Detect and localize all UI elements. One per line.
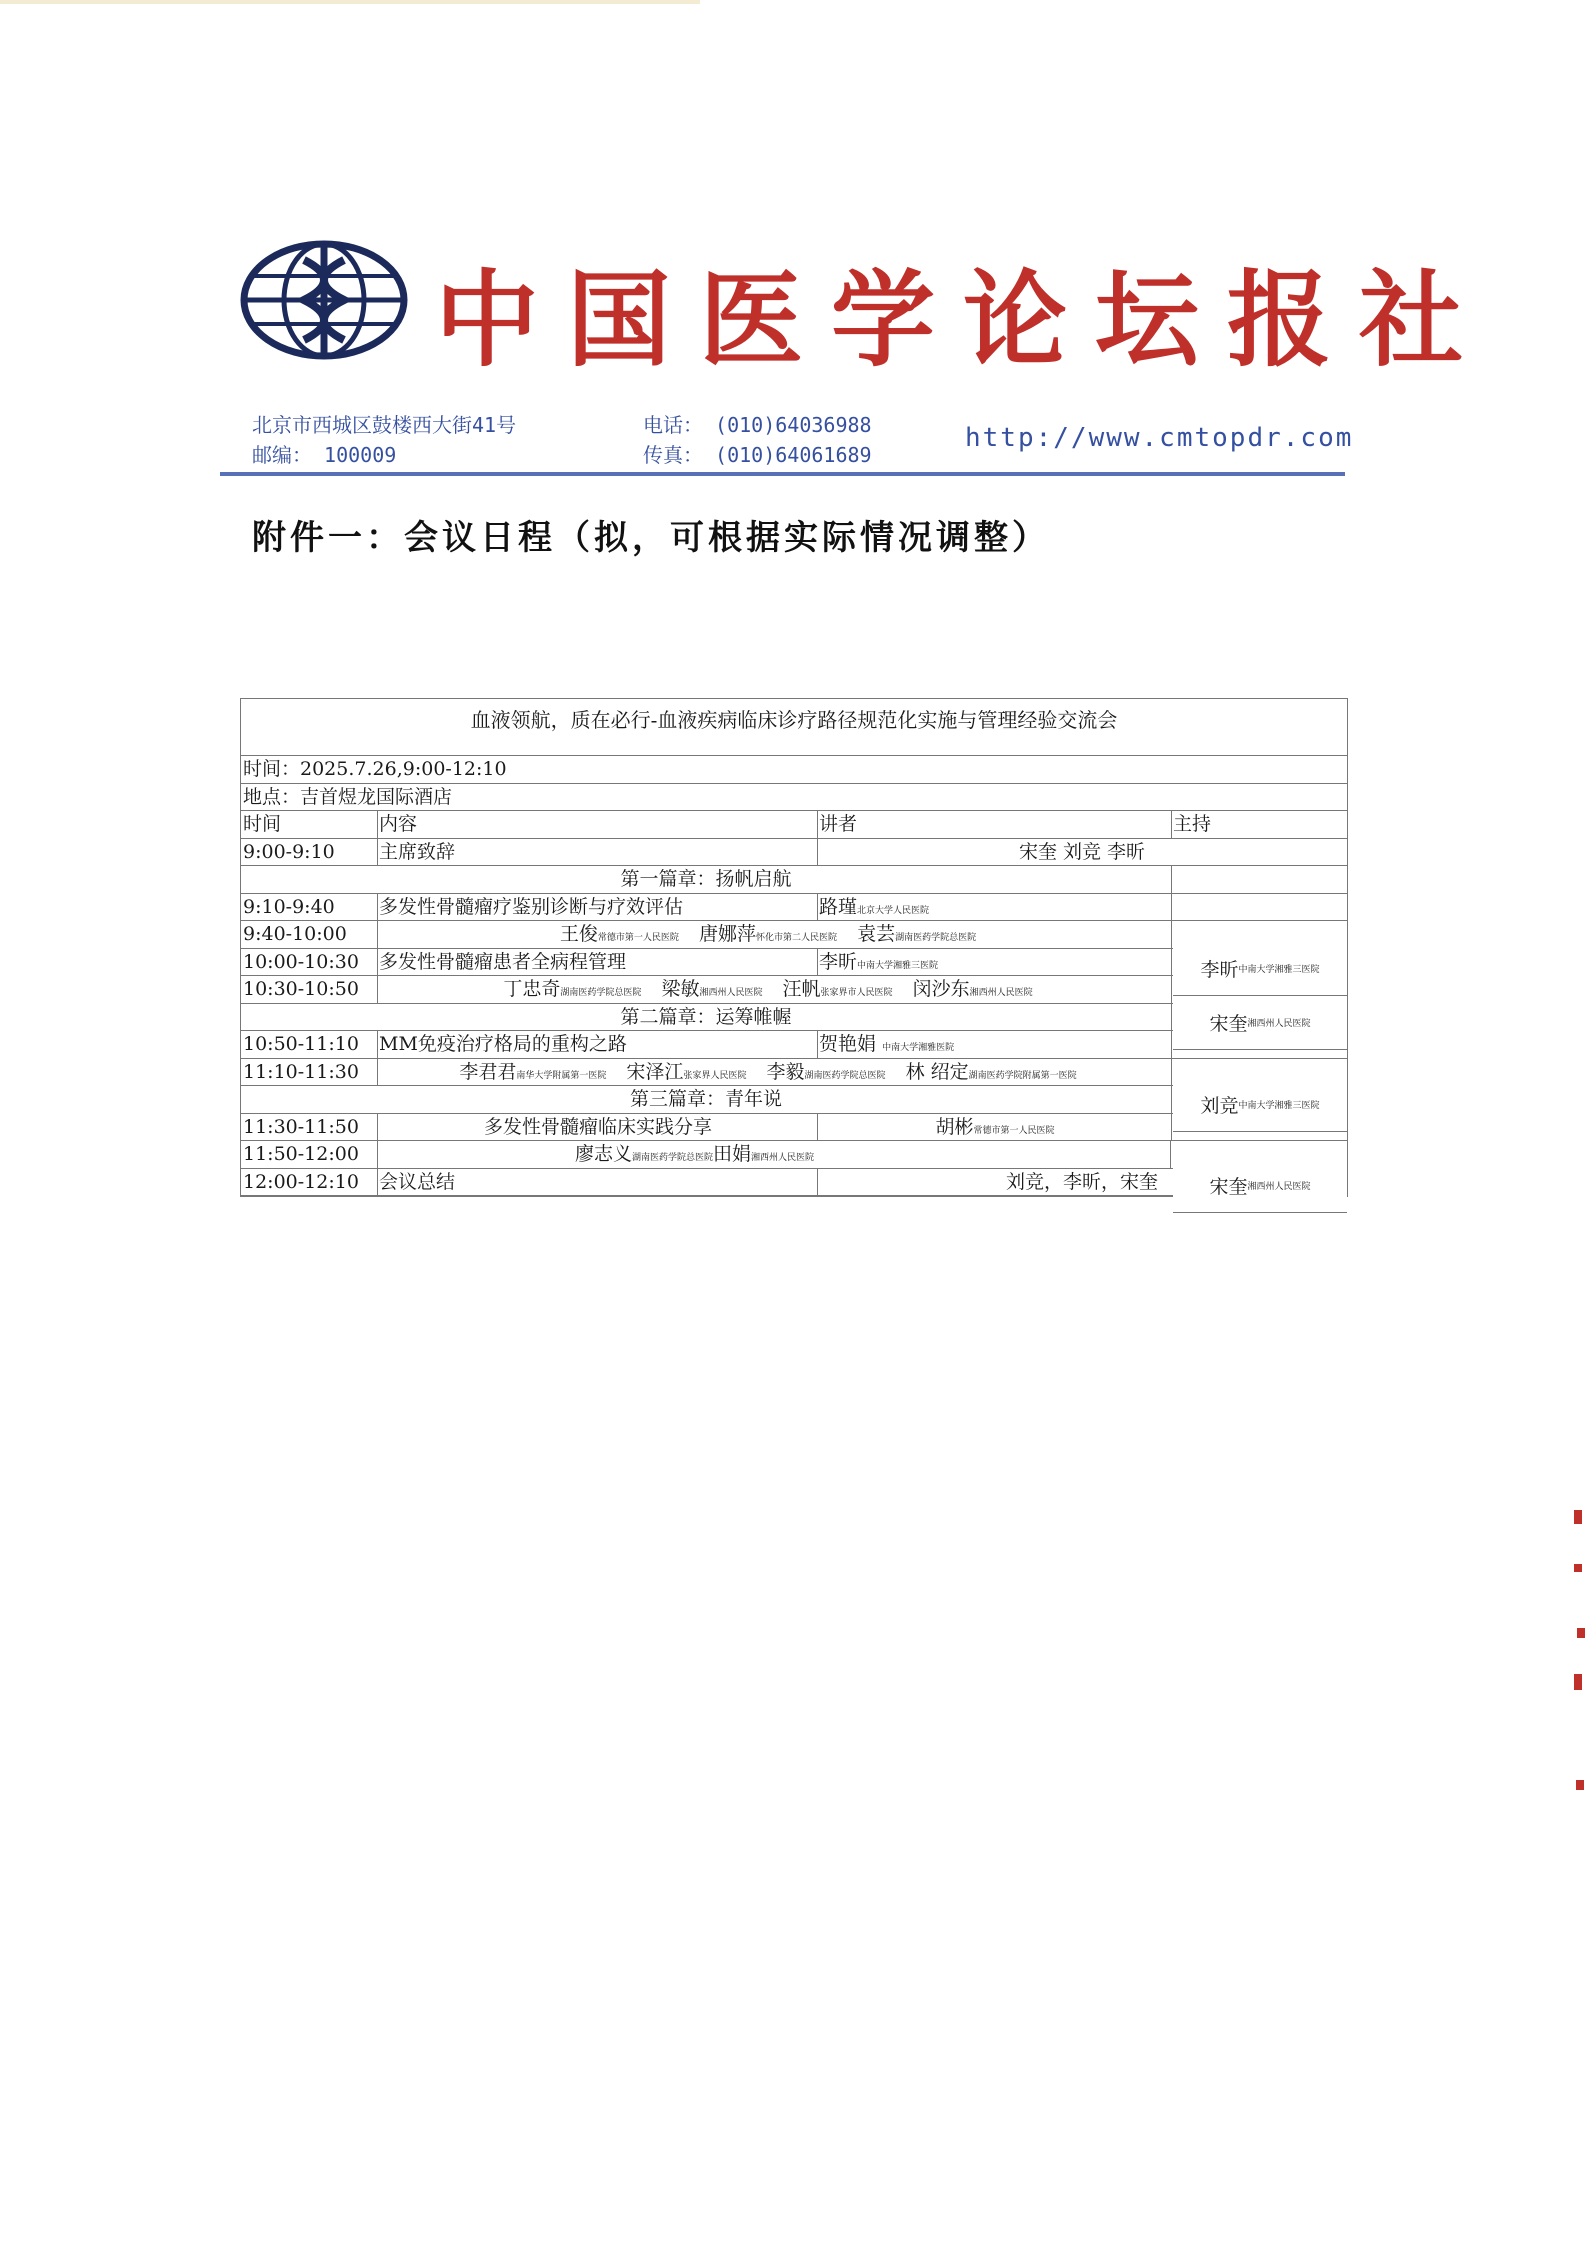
panelist-name: 廖志义	[574, 1143, 632, 1165]
session-content: MM免疫治疗格局的重构之路	[379, 1031, 818, 1058]
host-name: 李昕	[1200, 959, 1239, 981]
host-cell	[1173, 942, 1347, 996]
host-affiliation: 中南大学湘雅三医院	[1238, 1100, 1320, 1111]
session-time: 11:50-12:00	[243, 1141, 378, 1168]
session-time: 11:10-11:30	[243, 1059, 378, 1086]
attachment-title: 附件一：会议日程（拟，可根据实际情况调整）	[252, 518, 1050, 558]
chapter2-title: 第二篇章：运筹帷幄	[241, 1004, 1172, 1031]
header-time: 时间	[243, 811, 378, 838]
panel-speakers	[379, 921, 1172, 948]
contact-phone	[643, 410, 872, 470]
postcode: 邮编： 100009	[252, 443, 397, 467]
speaker-affiliation: 中南大学湘雅医院	[882, 1043, 955, 1053]
meeting-venue-row	[241, 784, 1347, 812]
closing-content: 会议总结	[379, 1169, 818, 1196]
host-cell	[1173, 996, 1347, 1050]
phone: 电话： (010)64036988	[643, 413, 872, 437]
panel-speakers	[379, 1141, 1171, 1168]
panelist-name: 袁芸	[857, 923, 896, 945]
table-row	[241, 894, 1347, 922]
host-affiliation: 湘西州人民医院	[1247, 1019, 1311, 1029]
panelist-name: 汪帆	[782, 978, 821, 1000]
header-host: 主持	[1173, 813, 1212, 835]
panelist-name: 李君君	[459, 1060, 517, 1083]
host-name: 宋奎	[1209, 1175, 1248, 1198]
host-cell	[1173, 1077, 1347, 1132]
host-affiliation: 中南大学湘雅三医院	[1238, 965, 1320, 975]
session-speaker	[819, 894, 1172, 921]
panelist-affiliation: 湖南医药学院总医院	[631, 1153, 713, 1163]
session-speaker	[819, 949, 1172, 976]
speaker-name: 胡彬	[935, 1115, 974, 1138]
speaker-name: 李昕	[819, 950, 858, 973]
letterhead-rule	[220, 472, 1345, 476]
session-speaker	[819, 1114, 1172, 1141]
opening-speakers: 宋奎 刘竞 李昕	[1018, 840, 1146, 863]
meeting-venue: 地点：吉首煜龙国际酒店	[243, 785, 453, 808]
session-time: 10:30-10:50	[243, 976, 378, 1003]
panelist-affiliation: 湘西州人民医院	[969, 988, 1033, 998]
header-speaker: 讲者	[819, 811, 1172, 838]
closing-speakers: 刘竞，李昕，宋奎	[1005, 1170, 1158, 1193]
panelist-name: 李毅	[766, 1060, 805, 1083]
header-row	[241, 811, 1347, 839]
panelist-name: 林 绍定	[905, 1060, 969, 1083]
speaker-affiliation: 北京大学人民医院	[857, 905, 930, 916]
host-name: 刘竞	[1200, 1094, 1239, 1117]
host-affiliation: 湘西州人民医院	[1247, 1181, 1311, 1192]
session-time: 10:50-11:10	[243, 1031, 378, 1058]
panelist-affiliation: 湖南医药学院总医院	[804, 1070, 886, 1081]
session-speaker	[819, 1031, 1172, 1058]
chapter1-title: 第一篇章：扬帆启航	[241, 866, 1172, 893]
speaker-name: 路瑾	[819, 895, 858, 918]
session-time: 10:00-10:30	[243, 949, 378, 976]
panelist-affiliation: 湖南医药学院总医院	[895, 933, 977, 943]
opening-content: 主席致辞	[379, 839, 818, 866]
host-name: 宋奎	[1209, 1013, 1248, 1035]
panelist-affiliation: 湖南医药学院附属第一医院	[968, 1070, 1077, 1081]
letterhead	[240, 240, 1492, 480]
session-content: 多发性骨髓瘤临床实践分享	[379, 1114, 818, 1141]
globe-logo-icon	[240, 240, 408, 360]
panelist-affiliation: 张家界市人民医院	[820, 988, 893, 998]
address: 北京市西城区鼓楼西大街41号	[252, 413, 517, 437]
panelist-name: 唐娜萍	[698, 923, 756, 945]
panelist-name: 田娟	[713, 1143, 752, 1165]
panelist-affiliation: 常德市第一人民医院	[597, 933, 679, 943]
speaker-name: 贺艳娟	[819, 1033, 877, 1055]
session-content: 多发性骨髓瘤患者全病程管理	[379, 949, 818, 976]
session-time: 9:40-10:00	[243, 921, 378, 948]
host-cell	[1173, 1158, 1347, 1213]
closing-time: 12:00-12:10	[243, 1169, 378, 1196]
panelist-name: 宋泽江	[626, 1060, 684, 1083]
session-content: 多发性骨髓瘤疗鉴别诊断与疗效评估	[379, 894, 818, 921]
scan-edge	[0, 0, 700, 4]
session-time: 11:30-11:50	[243, 1114, 378, 1141]
panelist-affiliation: 湘西州人民医院	[751, 1153, 815, 1163]
opening-row	[241, 839, 1347, 867]
panelist-name: 丁忠奇	[503, 978, 561, 1000]
fax: 传真： (010)64061689	[643, 443, 872, 467]
seal-fragment	[1574, 1500, 1587, 1800]
website: http://www.cmtopdr.com	[965, 423, 1354, 453]
schedule-title	[241, 699, 1347, 756]
schedule-table	[240, 698, 1348, 1197]
panel-speakers	[379, 1059, 1172, 1086]
panelist-affiliation: 南华大学附属第一医院	[516, 1070, 607, 1081]
schedule-title-text: 血液领航，质在必行-血液疾病临床诊疗路径规范化实施与管理经验交流会	[470, 708, 1118, 732]
panelist-affiliation: 张家界人民医院	[683, 1070, 747, 1081]
panelist-affiliation: 湖南医药学院总医院	[560, 988, 642, 998]
session-time: 9:10-9:40	[243, 894, 378, 921]
panelist-name: 王俊	[559, 923, 598, 945]
panel-speakers	[379, 976, 1172, 1003]
panelist-affiliation: 湘西州人民医院	[699, 988, 763, 998]
opening-time: 9:00-9:10	[243, 839, 378, 866]
contact-address	[252, 410, 516, 470]
org-name: 中国医学论坛报社	[435, 258, 1492, 381]
chapter3-title: 第三篇章：青年说	[241, 1086, 1172, 1113]
meeting-time-row	[241, 756, 1347, 784]
speaker-affiliation: 中南大学湘雅三医院	[857, 960, 939, 971]
header-content: 内容	[379, 811, 818, 838]
chapter1-row	[241, 866, 1347, 894]
speaker-affiliation: 常德市第一人民医院	[973, 1125, 1055, 1136]
panelist-name: 梁敏	[661, 978, 700, 1000]
panelist-name: 闵沙东	[912, 978, 970, 1000]
panelist-affiliation: 怀化市第二人民医院	[756, 933, 838, 943]
meeting-time: 时间：2025.7.26,9:00-12:10	[243, 758, 507, 780]
